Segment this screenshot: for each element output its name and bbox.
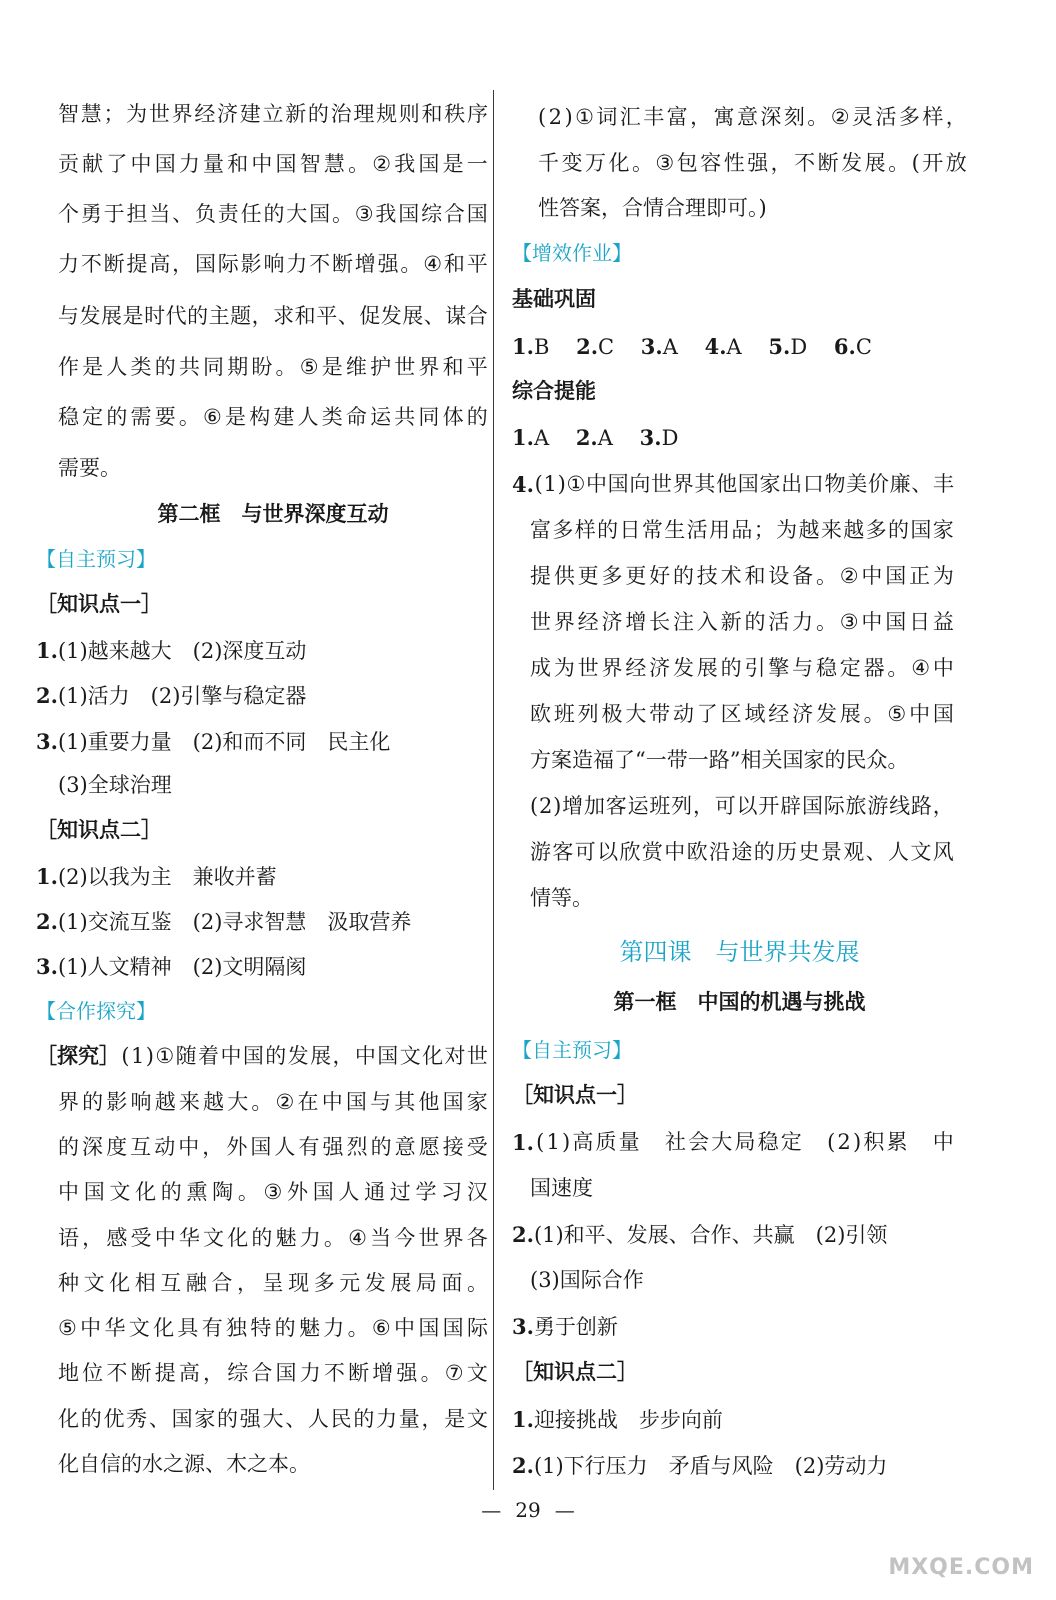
answer-row: 1.A 2.A 3.D [512, 425, 679, 450]
tag-cooperative-explore: 【合作探究】 [36, 999, 156, 1023]
text-line: 的 深 度 互 动 中 ， 外 国 人 有 强 烈 的 意 愿 接 受 [58, 1135, 488, 1159]
text-line: 智 慧 ； 为 世 界 经 济 建 立 新 的 治 理 规 则 和 秩 序 [58, 102, 488, 126]
chapter-title: 第四课 与世界共发展 [619, 938, 860, 966]
knowledge-point-2: ［知识点二］ [36, 818, 162, 842]
knowledge-point-2: ［知识点二］ [512, 1360, 638, 1384]
knowledge-point-1: ［知识点一］ [512, 1083, 638, 1107]
text-line: 力 不 断 提 高 ， 国 际 影 响 力 不 断 增 强 。 ④ 和 平 [58, 252, 488, 276]
text-line: 世 界 经 济 增 长 注 入 新 的 活 力 。 ③ 中 国 日 益 [530, 610, 954, 634]
text-line: 欧 班 列 极 大 带 动 了 区 域 经 济 发 展 。 ⑤ 中 国 [530, 702, 954, 726]
section-title: 第二框 与世界深度互动 [157, 502, 389, 526]
answer-item: 国速度 [530, 1176, 593, 1200]
knowledge-point-1: ［知识点一］ [36, 592, 162, 616]
text-line: 方案造福了“一带一路”相关国家的民众。 [530, 748, 909, 772]
tag-self-preview: 【自主预习】 [512, 1038, 632, 1062]
page-number: — 29 — [481, 1498, 575, 1522]
text-line: 中 国 文 化 的 熏 陶 。 ③ 外 国 人 通 过 学 习 汉 [58, 1180, 488, 1204]
text-line: 稳 定 的 需 要 。 ⑥ 是 构 建 人 类 命 运 共 同 体 的 [58, 405, 488, 429]
section-title: 第一框 中国的机遇与挑战 [613, 990, 866, 1014]
text-line: ( 2 ) 增 加 客 运 班 列 ， 可 以 开 辟 国 际 旅 游 线 路 ， [530, 794, 954, 818]
comprehensive-ability-title: 综合提能 [512, 379, 596, 403]
text-line: 性答案，合情合理即可。) [538, 196, 767, 220]
text-line: 化 的 优 秀 、 国 家 的 强 大 、 人 民 的 力 量 ， 是 文 [58, 1407, 488, 1431]
text-line: 语 ， 感 受 中 华 文 化 的 魅 力 。 ④ 当 今 世 界 各 [58, 1226, 488, 1250]
answer-row: 1.B 2.C 3.A 4.A 5.D 6.C [512, 334, 872, 359]
text-line: 种 文 化 相 互 融 合 ， 呈 现 多 元 发 展 局 面 。 [58, 1271, 488, 1295]
answer-item: (3)全球治理 [58, 773, 172, 797]
text-line: 游 客 可 以 欣 赏 中 欧 沿 途 的 历 史 景 观 、 人 文 风 [530, 840, 954, 864]
column-divider [493, 90, 494, 1490]
answer-item: 2.(1)和平、发展、合作、共赢 (2)引领 [512, 1222, 888, 1247]
answer-item: 1.(1)越来越大 (2)深度互动 [36, 638, 307, 663]
tag-self-preview: 【自主预习】 [36, 547, 156, 571]
answer-item: 3.(1)人文精神 (2)文明隔阂 [36, 954, 307, 979]
text-line: 需要。 [58, 456, 121, 480]
answer-item: (3)国际合作 [530, 1268, 644, 1292]
basic-consolidation-title: 基础巩固 [512, 287, 596, 311]
text-line: ［探究］ ( 1 ) ① 随 着 中 国 的 发 展 ， 中 国 文 化 对 世 [36, 1044, 488, 1068]
text-line: 与 发 展 是 时 代 的 主 题 ， 求 和 平 、 促 发 展 、 谋 合 [58, 304, 488, 328]
text-line: 富 多 样 的 日 常 生 活 用 品 ； 为 越 来 越 多 的 国 家 [530, 518, 954, 542]
answer-item: 2.(1)活力 (2)引擎与稳定器 [36, 683, 307, 708]
text-line: 情等。 [530, 886, 593, 910]
text-line: 界 的 影 响 越 来 越 大 。 ② 在 中 国 与 其 他 国 家 [58, 1090, 488, 1114]
answer-item: 2.(1)下行压力 矛盾与风险 (2)劳动力 [512, 1453, 888, 1478]
answer-item: 3.勇于创新 [512, 1314, 618, 1339]
watermark-logo: MXQE.COM [888, 1555, 1034, 1580]
answer-item: 1.(2)以我为主 兼收并蓄 [36, 864, 277, 889]
text-line: 作 是 人 类 的 共 同 期 盼 。 ⑤ 是 维 护 世 界 和 平 [58, 355, 488, 379]
text-line: 贡 献 了 中 国 力 量 和 中 国 智 慧 。 ② 我 国 是 一 [58, 152, 488, 176]
text-line: 成 为 世 界 经 济 发 展 的 引 擎 与 稳 定 器 。 ④ 中 [530, 656, 954, 680]
answer-item: 1.迎接挑战 步步向前 [512, 1407, 723, 1432]
text-line: 化自信的水之源、木之本。 [58, 1452, 310, 1476]
text-line: 千 变 万 化 。 ③ 包 容 性 强 ， 不 断 发 展 。 ( 开 放 [538, 151, 967, 175]
tag-homework: 【增效作业】 [512, 241, 632, 265]
text-line: 4. ( 1 ) ① 中 国 向 世 界 其 他 国 家 出 口 物 美 价 廉 、 丰 [512, 472, 954, 497]
answer-item: 1. ( 1 ) 高 质 量 社 会 大 局 稳 定 ( 2 ) 积 累 中 [512, 1130, 954, 1155]
text-line: 地 位 不 断 提 高 ， 综 合 国 力 不 断 增 强 。 ⑦ 文 [58, 1361, 488, 1385]
text-line: ( 2 ) ① 词 汇 丰 富 ， 寓 意 深 刻 。 ② 灵 活 多 样 ， [538, 105, 967, 129]
text-line: 个 勇 于 担 当 、 负 责 任 的 大 国 。 ③ 我 国 综 合 国 [58, 202, 488, 226]
text-line: 提 供 更 多 更 好 的 技 术 和 设 备 。 ② 中 国 正 为 [530, 564, 954, 588]
answer-item: 3.(1)重要力量 (2)和而不同 民主化 [36, 729, 391, 754]
answer-item: 2.(1)交流互鉴 (2)寻求智慧 汲取营养 [36, 909, 412, 934]
text-line: ⑤ 中 华 文 化 具 有 独 特 的 魅 力 。 ⑥ 中 国 国 际 [58, 1316, 488, 1340]
